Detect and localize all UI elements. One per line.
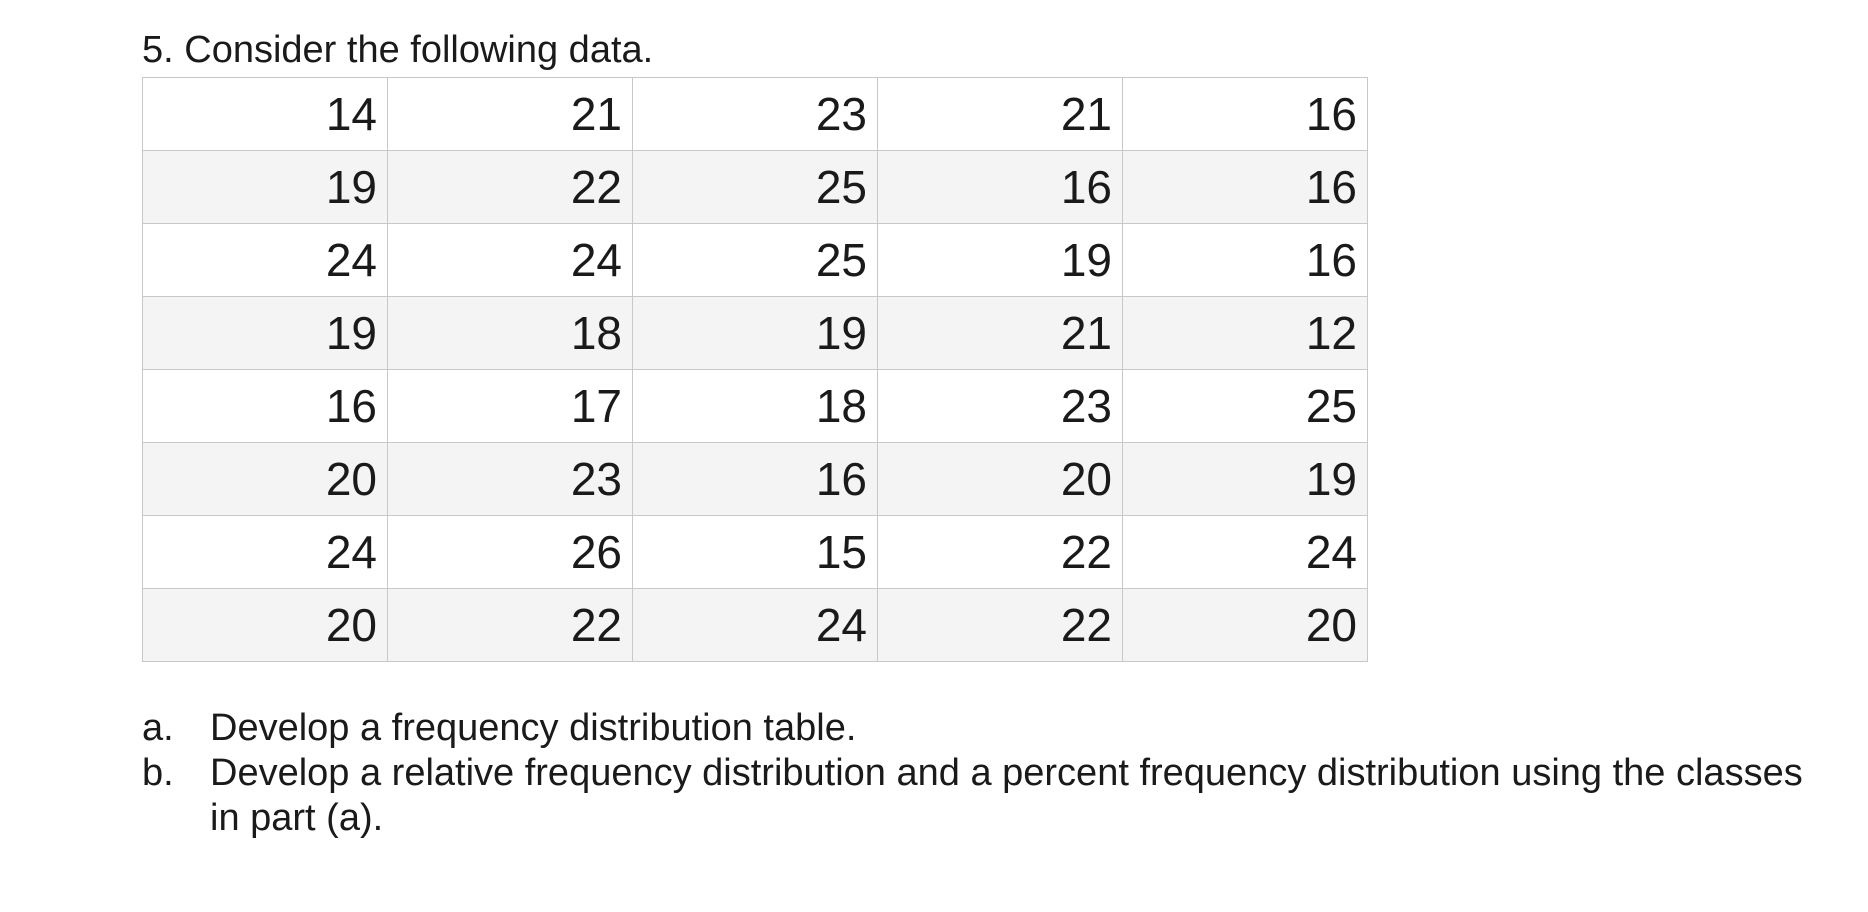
table-cell: 23 <box>878 370 1123 443</box>
task-text: Develop a relative frequency distribution and a percent frequency distribution using the classes in part (a). <box>210 752 1803 839</box>
table-cell: 26 <box>388 516 633 589</box>
table-cell: 21 <box>388 78 633 151</box>
question-heading: 5. Consider the following data. <box>142 29 654 71</box>
table-row <box>143 370 1368 443</box>
table-cell: 24 <box>143 516 388 589</box>
data-table-body <box>143 78 1368 662</box>
table-row <box>143 443 1368 516</box>
table-cell: 24 <box>633 589 878 662</box>
task-marker: b. <box>142 752 174 794</box>
table-cell: 12 <box>1123 297 1368 370</box>
table-cell: 20 <box>143 443 388 516</box>
table-row <box>143 297 1368 370</box>
table-cell: 20 <box>143 589 388 662</box>
table-cell: 16 <box>1123 224 1368 297</box>
table-cell: 22 <box>388 151 633 224</box>
table-cell: 16 <box>143 370 388 443</box>
table-cell: 15 <box>633 516 878 589</box>
table-cell: 21 <box>878 297 1123 370</box>
data-table <box>142 77 1368 662</box>
table-cell: 20 <box>1123 589 1368 662</box>
task-item <box>142 706 1842 751</box>
table-cell: 16 <box>1123 78 1368 151</box>
task-list <box>142 706 1842 841</box>
task-marker: a. <box>142 707 174 749</box>
table-row <box>143 78 1368 151</box>
table-row <box>143 224 1368 297</box>
table-cell: 24 <box>388 224 633 297</box>
table-cell: 24 <box>1123 516 1368 589</box>
table-cell: 25 <box>1123 370 1368 443</box>
table-cell: 23 <box>388 443 633 516</box>
table-cell: 19 <box>878 224 1123 297</box>
table-cell: 19 <box>633 297 878 370</box>
table-cell: 18 <box>388 297 633 370</box>
table-cell: 25 <box>633 224 878 297</box>
table-cell: 14 <box>143 78 388 151</box>
table-cell: 22 <box>878 516 1123 589</box>
table-row <box>143 589 1368 662</box>
table-cell: 23 <box>633 78 878 151</box>
table-cell: 22 <box>388 589 633 662</box>
table-cell: 25 <box>633 151 878 224</box>
table-cell: 24 <box>143 224 388 297</box>
table-cell: 19 <box>1123 443 1368 516</box>
table-cell: 21 <box>878 78 1123 151</box>
task-text: Develop a frequency distribution table. <box>210 707 857 749</box>
table-cell: 16 <box>633 443 878 516</box>
table-cell: 22 <box>878 589 1123 662</box>
task-item <box>142 751 1842 841</box>
table-cell: 19 <box>143 151 388 224</box>
table-cell: 17 <box>388 370 633 443</box>
table-cell: 20 <box>878 443 1123 516</box>
table-cell: 19 <box>143 297 388 370</box>
table-cell: 18 <box>633 370 878 443</box>
table-cell: 16 <box>878 151 1123 224</box>
table-cell: 16 <box>1123 151 1368 224</box>
table-row <box>143 516 1368 589</box>
table-row <box>143 151 1368 224</box>
